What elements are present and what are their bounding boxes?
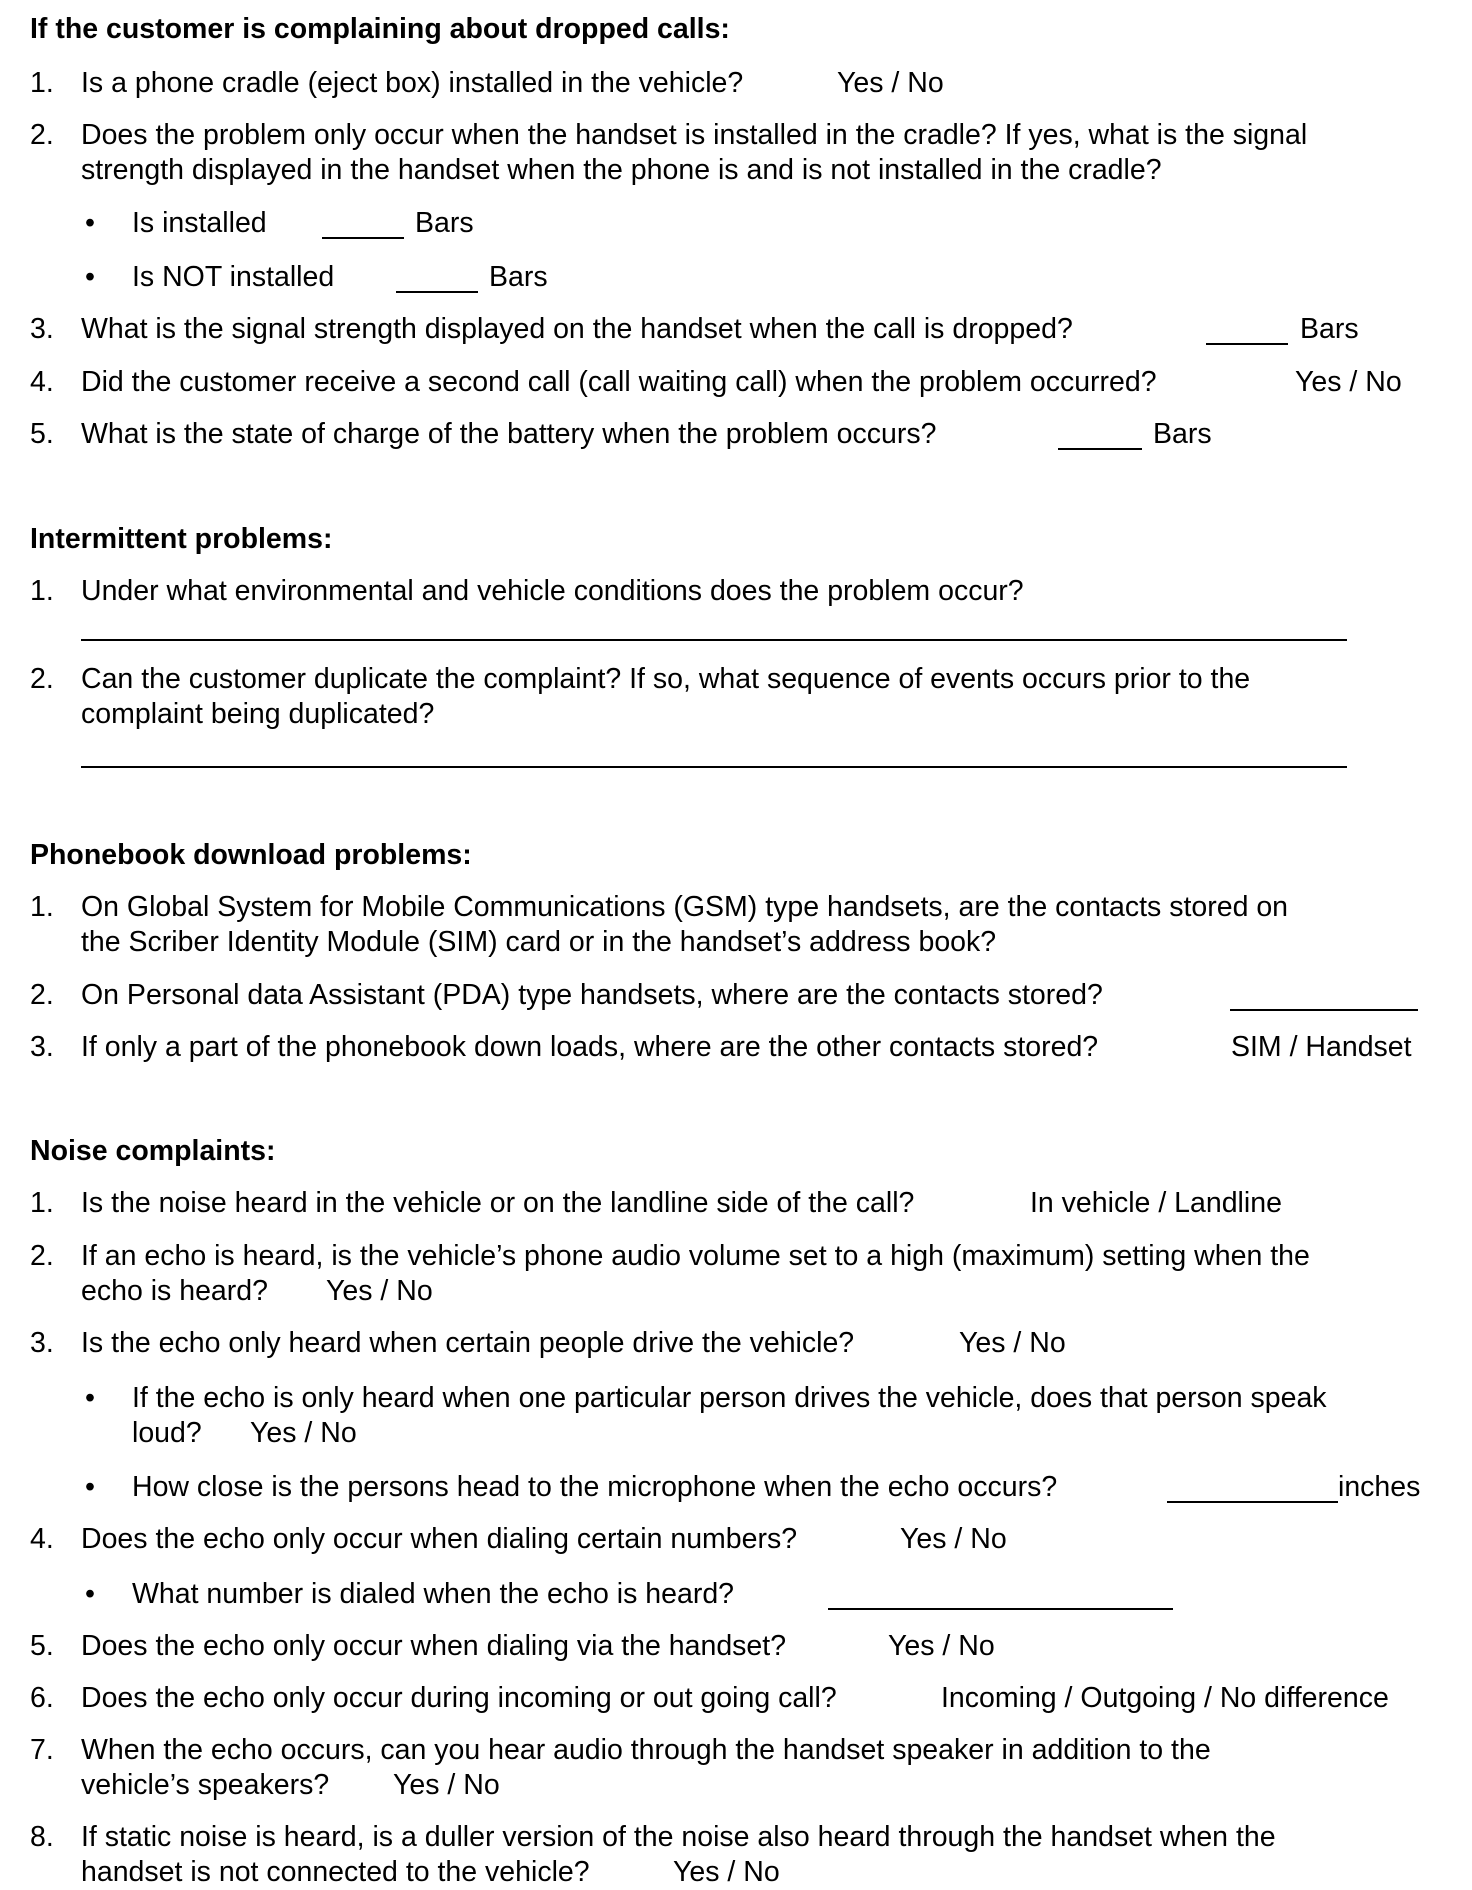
question-text: Under what environmental and vehicle conditions does the problem occur? <box>81 575 1024 607</box>
bullet-text: If the echo is only heard when one particular person drives the vehicle, does that person speak <box>132 1382 1327 1414</box>
question-text: Can the customer duplicate the complaint? If so, what sequence of events occurs prior to the <box>81 663 1251 695</box>
section-heading-noise: Noise complaints: <box>30 1135 276 1167</box>
question-number: 2. <box>30 1240 54 1272</box>
question-text-continued: the Scriber Identity Module (SIM) card or in the handset’s address book? <box>81 926 997 958</box>
yes-no-option[interactable]: Yes / No <box>837 67 944 99</box>
bars-unit: Bars <box>415 207 474 239</box>
question-text: Is the noise heard in the vehicle or on the landline side of the call? <box>81 1187 915 1219</box>
answer-line[interactable] <box>81 766 1347 768</box>
question-text: On Global System for Mobile Communications (GSM) type handsets, are the contacts stored on <box>81 891 1289 923</box>
yes-no-option[interactable]: Yes / No <box>959 1327 1066 1359</box>
bullet-marker: • <box>85 1578 95 1610</box>
question-number: 3. <box>30 313 54 345</box>
question-text: Does the problem only occur when the handset is installed in the cradle? If yes, what is the signal <box>81 119 1308 151</box>
answer-blank[interactable] <box>828 1608 1173 1610</box>
question-text: What is the state of charge of the battery when the problem occurs? <box>81 418 937 450</box>
question-text-continued: echo is heard? <box>81 1275 268 1307</box>
question-number: 7. <box>30 1734 54 1766</box>
yes-no-option[interactable]: Yes / No <box>393 1769 500 1801</box>
bars-answer-blank[interactable] <box>1058 448 1142 450</box>
bullet-text: Is NOT installed <box>132 261 335 293</box>
question-number: 6. <box>30 1682 54 1714</box>
bullet-marker: • <box>85 207 95 239</box>
question-text: What is the signal strength displayed on the handset when the call is dropped? <box>81 313 1073 345</box>
sim-handset-option[interactable]: SIM / Handset <box>1231 1031 1412 1063</box>
inches-unit: inches <box>1338 1471 1421 1503</box>
question-number: 4. <box>30 366 54 398</box>
bullet-marker: • <box>85 1382 95 1414</box>
bullet-text: How close is the persons head to the microphone when the echo occurs? <box>132 1471 1058 1503</box>
question-text-continued: strength displayed in the handset when the phone is and is not installed in the cradle? <box>81 154 1162 186</box>
answer-blank[interactable] <box>1230 1009 1418 1011</box>
question-text: Does the echo only occur during incoming or out going call? <box>81 1682 837 1714</box>
question-text: Does the echo only occur when dialing via the handset? <box>81 1630 787 1662</box>
yes-no-option[interactable]: Yes / No <box>900 1523 1007 1555</box>
question-text-continued: vehicle’s speakers? <box>81 1769 330 1801</box>
section-heading-intermittent: Intermittent problems: <box>30 523 333 555</box>
section-heading-dropped-calls: If the customer is complaining about dropped calls: <box>30 13 730 45</box>
yes-no-option[interactable]: Yes / No <box>250 1417 357 1449</box>
question-number: 1. <box>30 891 54 923</box>
question-number: 3. <box>30 1031 54 1063</box>
bullet-marker: • <box>85 261 95 293</box>
question-text-continued: handset is not connected to the vehicle? <box>81 1856 590 1888</box>
question-number: 5. <box>30 418 54 450</box>
bars-answer-blank[interactable] <box>322 237 404 239</box>
answer-line[interactable] <box>81 639 1347 641</box>
yes-no-option[interactable]: Yes / No <box>888 1630 995 1662</box>
section-heading-phonebook: Phonebook download problems: <box>30 839 472 871</box>
question-text: Is the echo only heard when certain people drive the vehicle? <box>81 1327 855 1359</box>
call-direction-option[interactable]: Incoming / Outgoing / No difference <box>941 1682 1389 1714</box>
question-number: 3. <box>30 1327 54 1359</box>
question-text: Did the customer receive a second call (call waiting call) when the problem occurred? <box>81 366 1157 398</box>
question-text: If static noise is heard, is a duller version of the noise also heard through the handset when the <box>81 1821 1276 1853</box>
question-text-continued: complaint being duplicated? <box>81 698 435 730</box>
question-number: 1. <box>30 575 54 607</box>
bars-answer-blank[interactable] <box>396 291 478 293</box>
bullet-marker: • <box>85 1471 95 1503</box>
yes-no-option[interactable]: Yes / No <box>1295 366 1402 398</box>
bars-answer-blank[interactable] <box>1206 343 1288 345</box>
vehicle-landline-option[interactable]: In vehicle / Landline <box>1030 1187 1282 1219</box>
bullet-text-continued: loud? <box>132 1417 202 1449</box>
question-number: 2. <box>30 119 54 151</box>
yes-no-option[interactable]: Yes / No <box>326 1275 433 1307</box>
question-text: When the echo occurs, can you hear audio through the handset speaker in addition to the <box>81 1734 1211 1766</box>
question-number: 4. <box>30 1523 54 1555</box>
bullet-text: Is installed <box>132 207 267 239</box>
question-number: 2. <box>30 979 54 1011</box>
question-number: 8. <box>30 1821 54 1853</box>
bars-unit: Bars <box>1153 418 1212 450</box>
bars-unit: Bars <box>489 261 548 293</box>
question-number: 1. <box>30 67 54 99</box>
question-text: Does the echo only occur when dialing certain numbers? <box>81 1523 798 1555</box>
question-text: On Personal data Assistant (PDA) type handsets, where are the contacts stored? <box>81 979 1103 1011</box>
inches-answer-blank[interactable] <box>1167 1501 1338 1503</box>
yes-no-option[interactable]: Yes / No <box>673 1856 780 1888</box>
question-text: Is a phone cradle (eject box) installed in the vehicle? <box>81 67 744 99</box>
question-number: 5. <box>30 1630 54 1662</box>
bars-unit: Bars <box>1300 313 1359 345</box>
question-number: 2. <box>30 663 54 695</box>
question-text: If an echo is heard, is the vehicle’s phone audio volume set to a high (maximum) setting when the <box>81 1240 1310 1272</box>
bullet-text: What number is dialed when the echo is heard? <box>132 1578 735 1610</box>
question-text: If only a part of the phonebook down loads, where are the other contacts stored? <box>81 1031 1099 1063</box>
question-number: 1. <box>30 1187 54 1219</box>
